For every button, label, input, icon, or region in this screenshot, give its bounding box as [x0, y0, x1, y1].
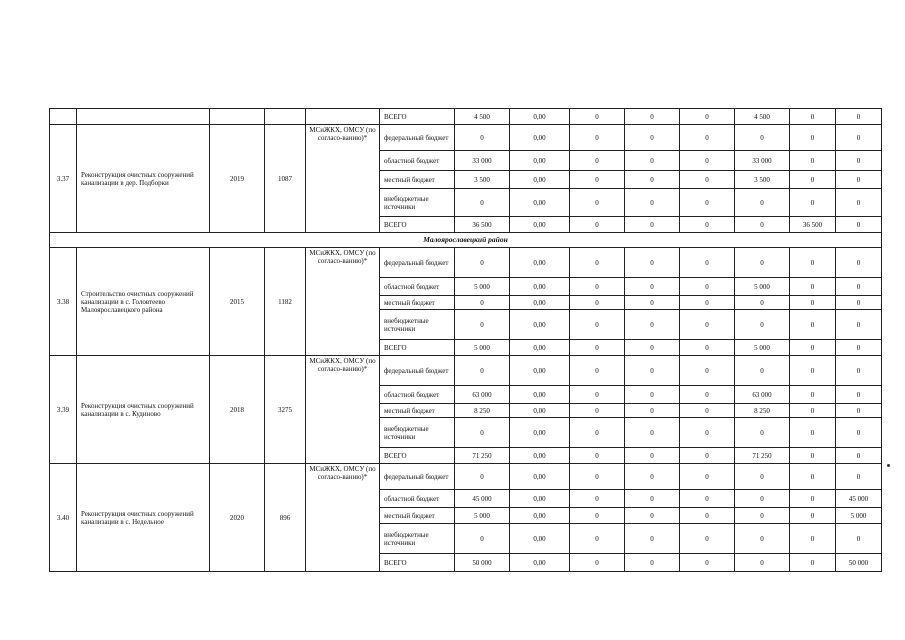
- project-year: 2020: [210, 464, 265, 572]
- value-cell: 0: [735, 490, 790, 508]
- value-cell: 0: [570, 171, 625, 189]
- value-cell: 0: [570, 248, 625, 278]
- value-cell: 0: [735, 296, 790, 310]
- value-cell: 50 000: [836, 554, 882, 572]
- funding-source-cell: ВСЕГО: [380, 340, 455, 356]
- value-cell: 33 000: [735, 151, 790, 171]
- value-cell: 0: [625, 490, 680, 508]
- value-cell: 0: [680, 508, 735, 524]
- value-cell: 0: [570, 464, 625, 490]
- funding-source-cell: местный бюджет: [380, 171, 455, 189]
- value-cell: 0,00: [510, 151, 570, 171]
- value-cell: 0: [625, 554, 680, 572]
- project-year: 2015: [210, 248, 265, 356]
- value-cell: 0: [735, 508, 790, 524]
- value-cell: 0: [625, 356, 680, 386]
- value-cell: 0: [625, 386, 680, 404]
- value-cell: 0: [836, 217, 882, 233]
- funding-source-cell: внебюджетные источники: [380, 418, 455, 448]
- section-title: Малоярославецкий район: [50, 233, 882, 248]
- value-cell: 36 500: [790, 217, 836, 233]
- value-cell: 0: [836, 404, 882, 418]
- value-cell: 0: [836, 310, 882, 340]
- value-cell: 0: [836, 524, 882, 554]
- value-cell: 0: [570, 310, 625, 340]
- value-cell: 0: [570, 189, 625, 217]
- value-cell: 0: [836, 248, 882, 278]
- value-cell: 0: [836, 109, 882, 125]
- empty-cell: [265, 109, 306, 125]
- value-cell: 0: [455, 125, 510, 151]
- funding-source-cell: областной бюджет: [380, 386, 455, 404]
- value-cell: 0: [570, 404, 625, 418]
- value-cell: 0: [836, 340, 882, 356]
- table-row: [50, 109, 882, 125]
- funding-source-cell: местный бюджет: [380, 404, 455, 418]
- value-cell: 0: [625, 125, 680, 151]
- empty-cell: [50, 109, 77, 125]
- value-cell: 0: [570, 490, 625, 508]
- value-cell: 63 000: [455, 386, 510, 404]
- value-cell: 0,00: [510, 340, 570, 356]
- value-cell: 0: [735, 248, 790, 278]
- empty-cell: [77, 109, 210, 125]
- value-cell: 0: [680, 278, 735, 296]
- value-cell: 0: [625, 151, 680, 171]
- value-cell: 0: [790, 404, 836, 418]
- value-cell: 0: [455, 248, 510, 278]
- table-row: [50, 248, 882, 278]
- value-cell: 5 000: [455, 340, 510, 356]
- funding-source-cell: федеральный бюджет: [380, 248, 455, 278]
- value-cell: 0: [836, 296, 882, 310]
- value-cell: 0: [570, 418, 625, 448]
- value-cell: 0: [836, 171, 882, 189]
- value-cell: 0: [570, 151, 625, 171]
- value-cell: 0: [570, 125, 625, 151]
- value-cell: 0: [680, 448, 735, 464]
- value-cell: 0: [836, 418, 882, 448]
- value-cell: 0: [790, 524, 836, 554]
- project-name: Реконструкция очистных сооружений канализации в с. Недельное: [77, 464, 210, 572]
- value-cell: 0: [570, 217, 625, 233]
- value-cell: 0: [680, 524, 735, 554]
- value-cell: 0: [790, 448, 836, 464]
- value-cell: 45 000: [455, 490, 510, 508]
- funding-source-cell: ВСЕГО: [380, 448, 455, 464]
- value-cell: 8 250: [735, 404, 790, 418]
- empty-cell: [210, 109, 265, 125]
- funding-source-cell: областной бюджет: [380, 278, 455, 296]
- value-cell: 0: [735, 418, 790, 448]
- value-cell: 0: [680, 386, 735, 404]
- funding-source-cell: ВСЕГО: [380, 109, 455, 125]
- value-cell: 0: [570, 524, 625, 554]
- value-cell: 0,00: [510, 125, 570, 151]
- responsible-party: МСиЖКХ, ОМСУ (по согласо-ванию)*: [306, 248, 380, 356]
- project-name: Реконструкция очистных сооружений канализации в с. Кудиново: [77, 356, 210, 464]
- value-cell: 0: [735, 554, 790, 572]
- value-cell: 0: [625, 217, 680, 233]
- value-cell: 0: [680, 171, 735, 189]
- value-cell: 0: [680, 404, 735, 418]
- value-cell: 0: [790, 248, 836, 278]
- value-cell: 5 000: [455, 508, 510, 524]
- value-cell: 0: [570, 109, 625, 125]
- value-cell: 3 500: [455, 171, 510, 189]
- project-capacity: 3275: [265, 356, 306, 464]
- budget-table: [49, 108, 882, 572]
- value-cell: 0,00: [510, 404, 570, 418]
- funding-source-cell: внебюджетные источники: [380, 524, 455, 554]
- value-cell: 0: [790, 386, 836, 404]
- value-cell: 5 000: [836, 508, 882, 524]
- value-cell: 0,00: [510, 189, 570, 217]
- table-row: [50, 356, 882, 386]
- value-cell: 0: [625, 464, 680, 490]
- value-cell: 0: [836, 189, 882, 217]
- value-cell: 0,00: [510, 171, 570, 189]
- value-cell: 0: [790, 508, 836, 524]
- section-row: [50, 233, 882, 248]
- value-cell: 0: [735, 125, 790, 151]
- funding-source-cell: областной бюджет: [380, 151, 455, 171]
- funding-source-cell: внебюджетные источники: [380, 189, 455, 217]
- value-cell: 0,00: [510, 524, 570, 554]
- value-cell: 0: [790, 171, 836, 189]
- value-cell: 0: [836, 125, 882, 151]
- value-cell: 0: [790, 189, 836, 217]
- project-name: Строительство очистных сооружений канализации в с. Головтеево Малоярославецкого района: [77, 248, 210, 356]
- value-cell: 0: [570, 508, 625, 524]
- value-cell: 5 000: [735, 278, 790, 296]
- table-row: [50, 125, 882, 151]
- value-cell: 0: [836, 151, 882, 171]
- value-cell: 0: [625, 109, 680, 125]
- item-number: 3.39: [50, 356, 77, 464]
- value-cell: 0: [836, 464, 882, 490]
- value-cell: 0,00: [510, 386, 570, 404]
- funding-source-cell: местный бюджет: [380, 508, 455, 524]
- funding-source-cell: внебюджетные источники: [380, 310, 455, 340]
- value-cell: 0: [790, 340, 836, 356]
- value-cell: 0: [570, 340, 625, 356]
- value-cell: 0,00: [510, 278, 570, 296]
- value-cell: 4 500: [735, 109, 790, 125]
- value-cell: 0: [680, 125, 735, 151]
- table-row: [50, 464, 882, 490]
- value-cell: 5 000: [455, 278, 510, 296]
- value-cell: 63 000: [735, 386, 790, 404]
- value-cell: 0: [790, 554, 836, 572]
- project-year: 2018: [210, 356, 265, 464]
- value-cell: 0,00: [510, 356, 570, 386]
- value-cell: 0: [625, 189, 680, 217]
- value-cell: 71 250: [735, 448, 790, 464]
- value-cell: 0: [625, 448, 680, 464]
- value-cell: 0,00: [510, 490, 570, 508]
- value-cell: 0,00: [510, 418, 570, 448]
- value-cell: 0: [455, 356, 510, 386]
- item-number: 3.40: [50, 464, 77, 572]
- value-cell: 0: [790, 490, 836, 508]
- value-cell: 0: [570, 448, 625, 464]
- value-cell: 0: [836, 278, 882, 296]
- value-cell: 0: [625, 278, 680, 296]
- value-cell: 0: [735, 464, 790, 490]
- value-cell: 0: [680, 109, 735, 125]
- value-cell: 3 500: [735, 171, 790, 189]
- value-cell: 0: [680, 296, 735, 310]
- value-cell: 0: [625, 404, 680, 418]
- value-cell: 0,00: [510, 508, 570, 524]
- item-number: 3.38: [50, 248, 77, 356]
- project-year: 2019: [210, 125, 265, 233]
- value-cell: 0: [790, 109, 836, 125]
- responsible-party: МСиЖКХ, ОМСУ (по согласо-ванию)*: [306, 356, 380, 464]
- value-cell: 0: [680, 310, 735, 340]
- value-cell: 0,00: [510, 554, 570, 572]
- funding-source-cell: федеральный бюджет: [380, 125, 455, 151]
- value-cell: 0: [680, 189, 735, 217]
- value-cell: 0: [680, 151, 735, 171]
- value-cell: 0: [625, 171, 680, 189]
- value-cell: 0: [625, 524, 680, 554]
- funding-source-cell: федеральный бюджет: [380, 356, 455, 386]
- value-cell: 0: [680, 217, 735, 233]
- value-cell: 0,00: [510, 248, 570, 278]
- value-cell: 4 500: [455, 109, 510, 125]
- value-cell: 0,00: [510, 296, 570, 310]
- value-cell: 0: [680, 418, 735, 448]
- value-cell: 0: [625, 508, 680, 524]
- value-cell: 0: [455, 524, 510, 554]
- funding-source-cell: ВСЕГО: [380, 217, 455, 233]
- value-cell: 45 000: [836, 490, 882, 508]
- value-cell: 0: [455, 189, 510, 217]
- value-cell: 0: [790, 418, 836, 448]
- value-cell: 0: [570, 356, 625, 386]
- funding-source-cell: областной бюджет: [380, 490, 455, 508]
- value-cell: 0: [455, 296, 510, 310]
- funding-source-cell: федеральный бюджет: [380, 464, 455, 490]
- value-cell: 0: [625, 296, 680, 310]
- value-cell: 0: [790, 464, 836, 490]
- value-cell: 0: [836, 386, 882, 404]
- value-cell: 0: [790, 356, 836, 386]
- value-cell: 0: [790, 296, 836, 310]
- value-cell: 0: [836, 448, 882, 464]
- value-cell: 0: [680, 356, 735, 386]
- value-cell: 0: [735, 189, 790, 217]
- value-cell: 0: [625, 310, 680, 340]
- responsible-party: МСиЖКХ, ОМСУ (по согласо-ванию)*: [306, 464, 380, 572]
- value-cell: 0: [625, 248, 680, 278]
- value-cell: 33 000: [455, 151, 510, 171]
- funding-source-cell: местный бюджет: [380, 296, 455, 310]
- value-cell: 0: [570, 278, 625, 296]
- value-cell: 0: [790, 278, 836, 296]
- project-capacity: 896: [265, 464, 306, 572]
- value-cell: 50 000: [455, 554, 510, 572]
- value-cell: 0: [790, 125, 836, 151]
- value-cell: 0: [680, 464, 735, 490]
- value-cell: 0,00: [510, 310, 570, 340]
- empty-cell: [306, 109, 380, 125]
- value-cell: 0: [680, 554, 735, 572]
- value-cell: 0: [735, 310, 790, 340]
- value-cell: 0: [570, 554, 625, 572]
- item-number: 3.37: [50, 125, 77, 233]
- value-cell: 0: [790, 310, 836, 340]
- value-cell: 0: [735, 217, 790, 233]
- value-cell: 0: [680, 490, 735, 508]
- value-cell: 71 250: [455, 448, 510, 464]
- value-cell: 0: [735, 524, 790, 554]
- value-cell: 0: [790, 151, 836, 171]
- value-cell: 0: [455, 418, 510, 448]
- value-cell: 0: [680, 248, 735, 278]
- value-cell: 8 250: [455, 404, 510, 418]
- value-cell: 0: [625, 340, 680, 356]
- value-cell: 0: [455, 310, 510, 340]
- value-cell: 0: [570, 296, 625, 310]
- value-cell: 0: [680, 340, 735, 356]
- value-cell: 0: [735, 356, 790, 386]
- value-cell: 0,00: [510, 464, 570, 490]
- value-cell: 0: [625, 418, 680, 448]
- value-cell: 0,00: [510, 448, 570, 464]
- project-capacity: 1182: [265, 248, 306, 356]
- value-cell: 0: [455, 464, 510, 490]
- value-cell: 36 500: [455, 217, 510, 233]
- value-cell: 0,00: [510, 217, 570, 233]
- value-cell: 0: [836, 356, 882, 386]
- stray-mark: [887, 464, 890, 467]
- project-capacity: 1087: [265, 125, 306, 233]
- value-cell: 0,00: [510, 109, 570, 125]
- project-name: Реконструкция очистных сооружений канализации в дер. Подборки: [77, 125, 210, 233]
- value-cell: 5 000: [735, 340, 790, 356]
- value-cell: 0: [570, 386, 625, 404]
- responsible-party: МСиЖКХ, ОМСУ (по согласо-ванию)*: [306, 125, 380, 233]
- funding-source-cell: ВСЕГО: [380, 554, 455, 572]
